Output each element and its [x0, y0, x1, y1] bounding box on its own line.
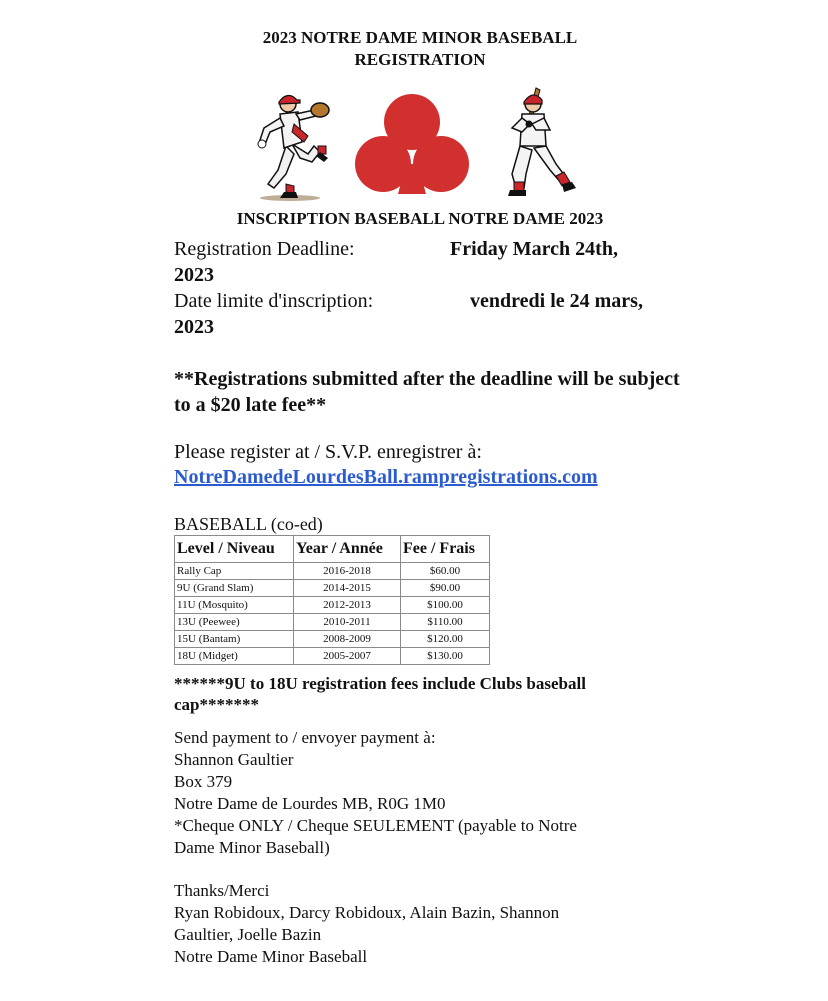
deadline-fr-row	[174, 288, 694, 314]
deadline-en-year: 2023	[174, 264, 214, 286]
organization-name: Notre Dame Minor Baseball	[174, 947, 368, 966]
deadline-fr-value: vendredi le 24 mars,	[470, 290, 643, 312]
fee-cell: $60.00	[401, 563, 490, 580]
payment-recipient: Shannon Gaultier	[174, 750, 294, 769]
payment-address: Notre Dame de Lourdes MB, R0G 1M0	[174, 794, 446, 813]
year-cell: 2005-2007	[294, 648, 401, 665]
thanks-section	[174, 880, 674, 968]
table-row	[175, 631, 490, 648]
page-title-line2: REGISTRATION	[354, 50, 486, 69]
fee-cell: $100.00	[401, 597, 490, 614]
deadline-en-row	[174, 236, 694, 262]
table-row	[175, 580, 490, 597]
page-subtitle: INSCRIPTION BASEBALL NOTRE DAME 2023	[236, 209, 604, 228]
page-title: 2023 NOTRE DAME MINOR BASEBALL	[262, 28, 578, 47]
level-cell: 18U (Midget)	[175, 648, 294, 665]
column-header-year: Year / Année	[294, 536, 401, 563]
level-cell: 9U (Grand Slam)	[175, 580, 294, 597]
register-instructions: Please register at / S.V.P. enregistrer à:	[174, 441, 482, 463]
organizers-list: Ryan Robidoux, Darcy Robidoux, Alain Bazin, Shannon	[174, 903, 560, 922]
cap-included-note: ******9U to 18U registration fees include Clubs baseball cap*******	[174, 674, 586, 714]
year-cell: 2008-2009	[294, 631, 401, 648]
level-cell: 15U (Bantam)	[175, 631, 294, 648]
year-cell: 2016-2018	[294, 563, 401, 580]
club-logo-icon	[355, 94, 469, 194]
year-cell: 2010-2011	[294, 614, 401, 631]
fee-cell: $90.00	[401, 580, 490, 597]
column-header-fee: Fee / Frais	[401, 536, 490, 563]
payment-cheque-note-cont: Dame Minor Baseball)	[174, 838, 330, 857]
year-cell: 2014-2015	[294, 580, 401, 597]
deadline-en-label: Registration Deadline:	[174, 238, 355, 260]
table-row	[175, 563, 490, 580]
table-row	[175, 648, 490, 665]
baseball-pitcher-icon	[258, 95, 329, 201]
payment-cheque-note: *Cheque ONLY / Cheque SEULEMENT (payable to Notre	[174, 816, 577, 835]
deadline-en-value: Friday March 24th,	[450, 238, 618, 260]
deadline-fr-label: Date limite d'inscription:	[174, 290, 374, 312]
payment-box: Box 379	[174, 772, 233, 791]
table-row	[175, 614, 490, 631]
fees-table	[174, 535, 490, 665]
payment-section	[174, 727, 674, 859]
fees-section-title: BASEBALL (co-ed)	[174, 514, 323, 534]
baseball-batter-icon	[508, 88, 576, 196]
year-cell: 2012-2013	[294, 597, 401, 614]
fee-cell: $130.00	[401, 648, 490, 665]
level-cell: 13U (Peewee)	[175, 614, 294, 631]
level-cell: 11U (Mosquito)	[175, 597, 294, 614]
fee-cell: $120.00	[401, 631, 490, 648]
organizers-list-cont: Gaultier, Joelle Bazin	[174, 925, 322, 944]
deadline-fr-year: 2023	[174, 316, 214, 338]
header-illustrations	[250, 84, 590, 204]
table-row	[175, 597, 490, 614]
registration-link[interactable]: NotreDamedeLourdesBall.rampregistrations.com	[174, 466, 598, 488]
thanks-heading: Thanks/Merci	[174, 881, 270, 900]
table-header-row	[175, 536, 490, 563]
late-fee-notice: **Registrations submitted after the deadline will be subject to a $20 late fee**	[174, 368, 680, 416]
fee-cell: $110.00	[401, 614, 490, 631]
level-cell: Rally Cap	[175, 563, 294, 580]
payment-heading: Send payment to / envoyer payment à:	[174, 728, 436, 747]
deadline-section	[174, 236, 694, 340]
column-header-level: Level / Niveau	[175, 536, 294, 563]
